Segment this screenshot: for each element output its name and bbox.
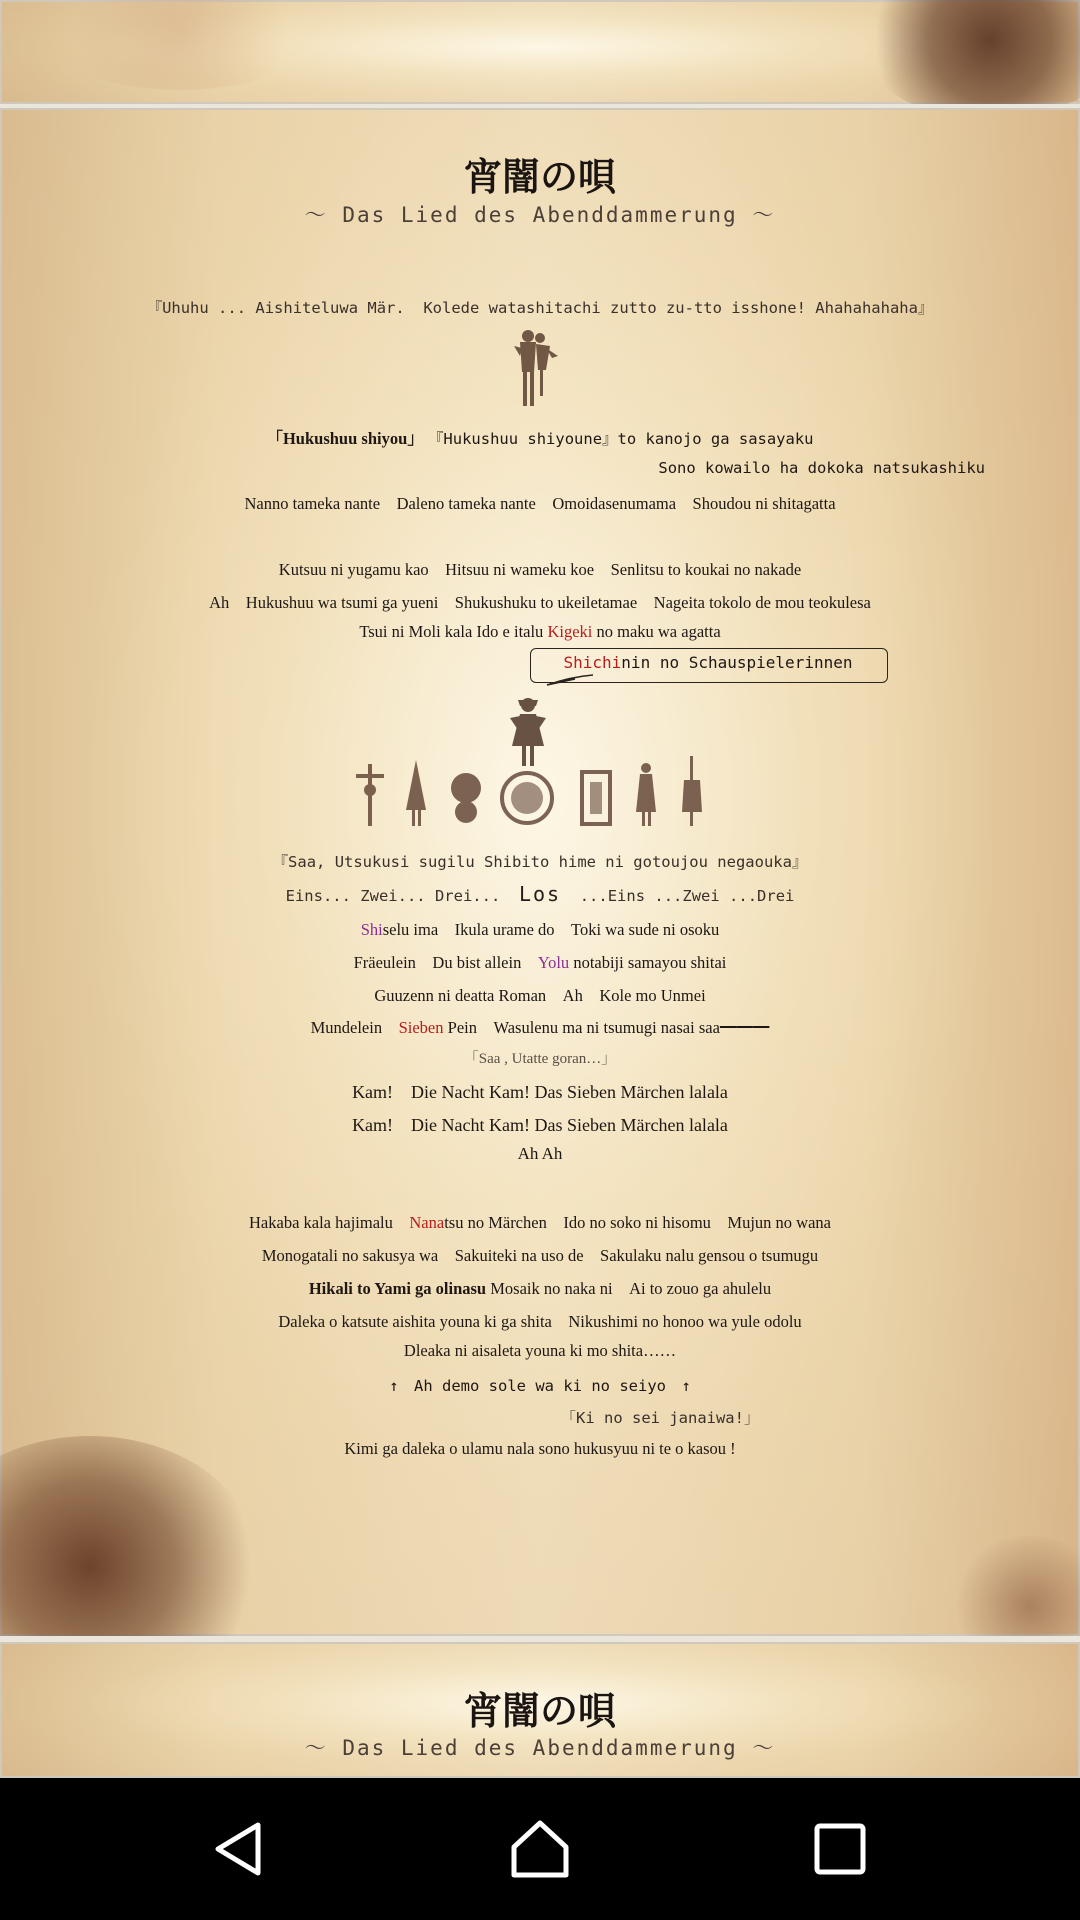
back-icon (210, 1819, 270, 1879)
page-subtitle: ～ Das Lied des Abenddammerung ～ (304, 203, 776, 227)
lyric-line: Dleaka ni aisaleta youna ki mo shita…… (403, 1341, 677, 1360)
next-page-subtitle: ～ Das Lied des Abenddammerung ～ (304, 1736, 776, 1760)
lyrics-page (0, 108, 1080, 1636)
lyric-line: Eins... Zwei... Drei... Los ...Eins ...Zwei ...Drei (285, 882, 795, 906)
recents-icon (812, 1821, 868, 1877)
lyric-line: Shiselu ima Ikula urame do Toki wa sude ni osoku (360, 920, 720, 939)
system-navigation-bar (0, 1778, 1080, 1920)
lyric-line: Ah Hukushuu wa tsumi ga yueni Shukushuku to ukeiletamae Nageita tokolo de mou teokulesa (209, 593, 871, 612)
lyric-line: Hikali to Yami ga olinasu Mosaik no naka ni Ai to zouo ga ahulelu (308, 1279, 772, 1298)
lyric-line: Guuzenn ni deatta Roman Ah Kole mo Unmei (374, 986, 706, 1005)
lyric-line: Mundelein Sieben Pein Wasulenu ma ni tsumugi nasai saa━━━ (310, 1018, 770, 1037)
couple-figure-icon (500, 326, 570, 408)
lyric-line: 「Saa , Utatte goran…」 (463, 1051, 617, 1067)
page-title: 宵闇の唄 (463, 154, 616, 199)
ink-stain (860, 0, 1080, 104)
lyric-line: Kam! Die Nacht Kam! Das Sieben Märchen lalala (352, 1082, 728, 1102)
recents-button[interactable] (660, 1778, 1020, 1920)
lyric-line: 『Saa, Utsukusi sugilu Shibito hime ni gotoujou negaouka』 (272, 853, 808, 871)
next-page (0, 1642, 1080, 1778)
lyric-line: Kimi ga daleka o ulamu nala sono hukusyuu ni te o kasou ! (344, 1439, 736, 1458)
lyric-line: Sono kowailo ha dokoka natsukashiku (658, 459, 985, 477)
lyric-line: Tsui ni Moli kala Ido e italu Kigeki no maku wa agatta (359, 622, 721, 641)
home-icon (508, 1817, 572, 1881)
lyric-line: Kutsuu ni yugamu kao Hitsuu ni wameku koe Senlitsu to koukai no nakade (278, 560, 802, 579)
lyric-line: Kam! Die Nacht Kam! Das Sieben Märchen lalala (352, 1115, 728, 1135)
lyric-line: 「Ki no sei janaiwa!」 (560, 1409, 760, 1427)
callout-tail (545, 673, 593, 687)
previous-page (0, 0, 1080, 104)
ink-stain (40, 0, 320, 90)
ink-stain (0, 1436, 260, 1636)
next-page-title: 宵闇の唄 (463, 1688, 616, 1733)
callout-text: Shichinin no Schauspielerinnen (563, 653, 853, 672)
lyric-line: ↑ Ah demo sole wa ki no seiyo ↑ (389, 1377, 691, 1395)
lyric-line: Hakaba kala hajimalu Nanatsu no Märchen Ido no soko ni hisomu Mujun no wana (249, 1213, 831, 1232)
lyric-line: Monogatali no sakusya wa Sakuiteki na uso de Sakulaku nalu gensou o tsumugu (261, 1246, 819, 1265)
lyric-line: Nanno tameka nante Daleno tameka nante Omoidasenumama Shoudou ni shitagatta (244, 494, 836, 513)
lyric-line: Ah Ah (517, 1144, 563, 1163)
intro-quote: 『Uhuhu ... Aishiteluwa Mär. Kolede watashitachi zutto zu-tto isshone! Ahahahahaha』 (146, 299, 934, 317)
lyric-line: Daleka o katsute aishita youna ki ga shita Nikushimi no honoo wa yule odolu (278, 1312, 802, 1331)
ink-stain (950, 1536, 1080, 1636)
lyric-line: Fräeulein Du bist allein Yolu notabiji samayou shitai (353, 953, 727, 972)
lyric-line: 「Hukushuu shiyou」 『Hukushuu shiyoune』to kanojo ga sasayaku (266, 429, 814, 448)
seven-figures-icon (350, 750, 710, 830)
